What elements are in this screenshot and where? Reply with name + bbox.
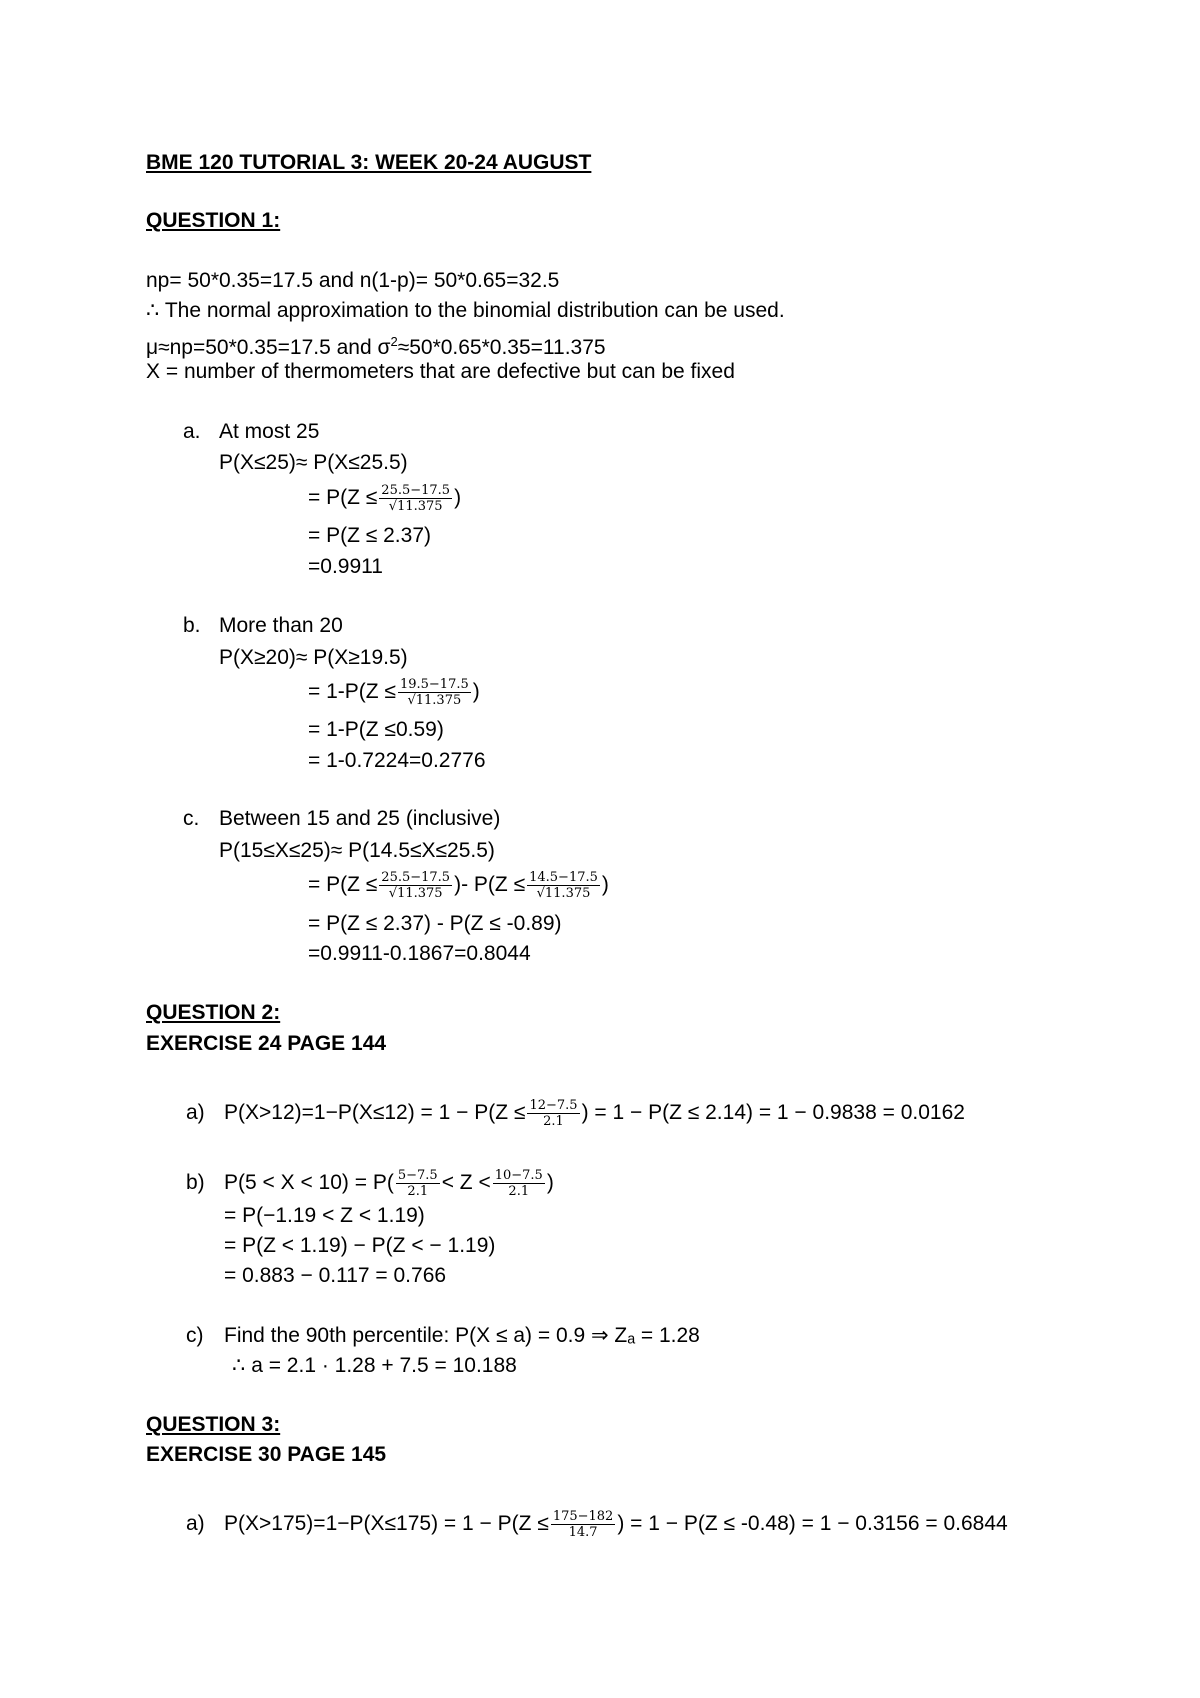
q1b-label: b. xyxy=(183,614,201,637)
q1b-frac-den: √11.375 xyxy=(407,693,462,708)
q1a-step-3: = P(Z ≤ 2.37) xyxy=(308,524,431,547)
q1b-frac-num: 19.5−17.5 xyxy=(399,677,469,692)
q2b-frac-2-den: 2.1 xyxy=(508,1184,530,1199)
q1c-fraction-1 xyxy=(379,870,452,901)
q1-line-2: ∴ The normal approximation to the binomial distribution can be used. xyxy=(146,299,785,322)
q2b-label: b) xyxy=(186,1171,205,1194)
q1c-step-1: P(15≤X≤25)≈ P(14.5≤X≤25.5) xyxy=(219,839,495,862)
q2b-fraction-2 xyxy=(493,1168,545,1199)
q1c-frac-1-num: 25.5−17.5 xyxy=(381,870,451,885)
q1c-frac-2-den: √11.375 xyxy=(536,886,591,901)
question-3-exercise: EXERCISE 30 PAGE 145 xyxy=(146,1443,387,1466)
question-2-heading: QUESTION 2: xyxy=(146,1001,281,1024)
q1c-frac-2-num: 14.5−17.5 xyxy=(529,870,598,885)
q1c-step-2 xyxy=(308,870,609,901)
q1c-frac-1-den: √11.375 xyxy=(388,886,443,901)
q1-line-3-sup: 2 xyxy=(390,334,398,349)
q1a-label: a. xyxy=(183,420,201,443)
q1a-text: At most 25 xyxy=(219,420,320,443)
q2b-pre: P(5 < X < 10) = P( xyxy=(224,1171,394,1195)
q1b-step-3: = 1-P(Z ≤0.59) xyxy=(308,718,444,741)
question-1-heading: QUESTION 1: xyxy=(146,209,281,232)
q2b-fraction-1 xyxy=(396,1168,440,1199)
q1c-step-2-mid: )- P(Z ≤ xyxy=(454,873,526,897)
q1a-step-4: =0.9911 xyxy=(308,555,383,578)
q2b-mid: < Z < xyxy=(441,1171,491,1195)
q1a-step-2-post: ) xyxy=(454,486,462,510)
q2c-text: Find the 90th percentile: P(X ≤ a) = 0.9 ⇒ Zₐ = 1.28 xyxy=(224,1324,700,1347)
document-title: BME 120 TUTORIAL 3: WEEK 20-24 AUGUST xyxy=(146,151,592,174)
q1a-step-2-pre: = P(Z ≤ xyxy=(308,486,378,510)
q2b-step-2: = P(−1.19 < Z < 1.19) xyxy=(224,1204,425,1227)
q2a-frac-num: 12−7.5 xyxy=(529,1098,578,1113)
q2b-step-3: = P(Z < 1.19) − P(Z < − 1.19) xyxy=(224,1234,496,1257)
q2a-label: a) xyxy=(186,1101,205,1124)
q3a-frac-den: 14.7 xyxy=(568,1525,598,1540)
q1b-step-4: = 1-0.7224=0.2776 xyxy=(308,749,486,772)
q1-line-3 xyxy=(146,329,606,361)
q2c-label: c) xyxy=(186,1324,204,1347)
q1b-step-2-pre: = 1-P(Z ≤ xyxy=(308,680,396,704)
q2b-step-4: = 0.883 − 0.117 = 0.766 xyxy=(224,1264,447,1287)
q1a-step-2 xyxy=(308,483,461,514)
q2b-frac-2-num: 10−7.5 xyxy=(494,1168,543,1183)
q2a-equation xyxy=(224,1098,965,1129)
question-2-exercise: EXERCISE 24 PAGE 144 xyxy=(146,1032,387,1055)
q2b-frac-1-den: 2.1 xyxy=(407,1184,429,1199)
q2a-frac-den: 2.1 xyxy=(543,1114,564,1129)
q2b-frac-1-num: 5−7.5 xyxy=(397,1168,438,1183)
q1c-step-2-pre: = P(Z ≤ xyxy=(308,873,378,897)
q1-line-4: X = number of thermometers that are defective but can be fixed xyxy=(146,360,735,383)
q1c-text: Between 15 and 25 (inclusive) xyxy=(219,807,501,830)
q1c-step-2-post: ) xyxy=(601,873,609,897)
q2a-post: ) = 1 − P(Z ≤ 2.14) = 1 − 0.9838 = 0.0162 xyxy=(581,1101,965,1125)
q3a-fraction xyxy=(551,1509,616,1540)
q1c-step-3: = P(Z ≤ 2.37) - P(Z ≤ -0.89) xyxy=(308,912,562,935)
q3a-pre: P(X>175)=1−P(X≤175) = 1 − P(Z ≤ xyxy=(224,1512,549,1536)
question-3-heading: QUESTION 3: xyxy=(146,1413,281,1436)
q1-line-1: np= 50*0.35=17.5 and n(1-p)= 50*0.65=32.5 xyxy=(146,269,560,292)
q3a-label: a) xyxy=(186,1512,205,1535)
q3a-equation xyxy=(224,1509,1008,1540)
q3a-frac-num: 175−182 xyxy=(552,1509,614,1524)
q1c-step-4: =0.9911-0.1867=0.8044 xyxy=(308,942,531,965)
q2b-equation xyxy=(224,1168,554,1199)
q3a-post: ) = 1 − P(Z ≤ -0.48) = 1 − 0.3156 = 0.6844 xyxy=(617,1512,1008,1536)
q2a-pre: P(X>12)=1−P(X≤12) = 1 − P(Z ≤ xyxy=(224,1101,526,1125)
q2b-post: ) xyxy=(546,1171,554,1195)
q2a-fraction xyxy=(527,1098,579,1129)
q1a-frac-num: 25.5−17.5 xyxy=(381,483,451,498)
q1b-text: More than 20 xyxy=(219,614,343,637)
q1-line-3a: μ≈np=50*0.35=17.5 and σ xyxy=(146,336,391,359)
q1a-fraction xyxy=(379,483,452,514)
q1c-label: c. xyxy=(183,807,200,830)
q1c-fraction-2 xyxy=(527,870,600,901)
q1b-step-1: P(X≥20)≈ P(X≥19.5) xyxy=(219,646,408,669)
q1-line-3b: ≈50*0.65*0.35=11.375 xyxy=(397,336,606,359)
q2c-step-2: ∴ a = 2.1 · 1.28 + 7.5 = 10.188 xyxy=(232,1354,517,1377)
q1b-step-2-post: ) xyxy=(472,680,480,704)
q1a-frac-den: √11.375 xyxy=(388,499,443,514)
q1b-step-2 xyxy=(308,677,480,708)
q1b-fraction xyxy=(398,677,471,708)
q1a-step-1: P(X≤25)≈ P(X≤25.5) xyxy=(219,451,408,474)
